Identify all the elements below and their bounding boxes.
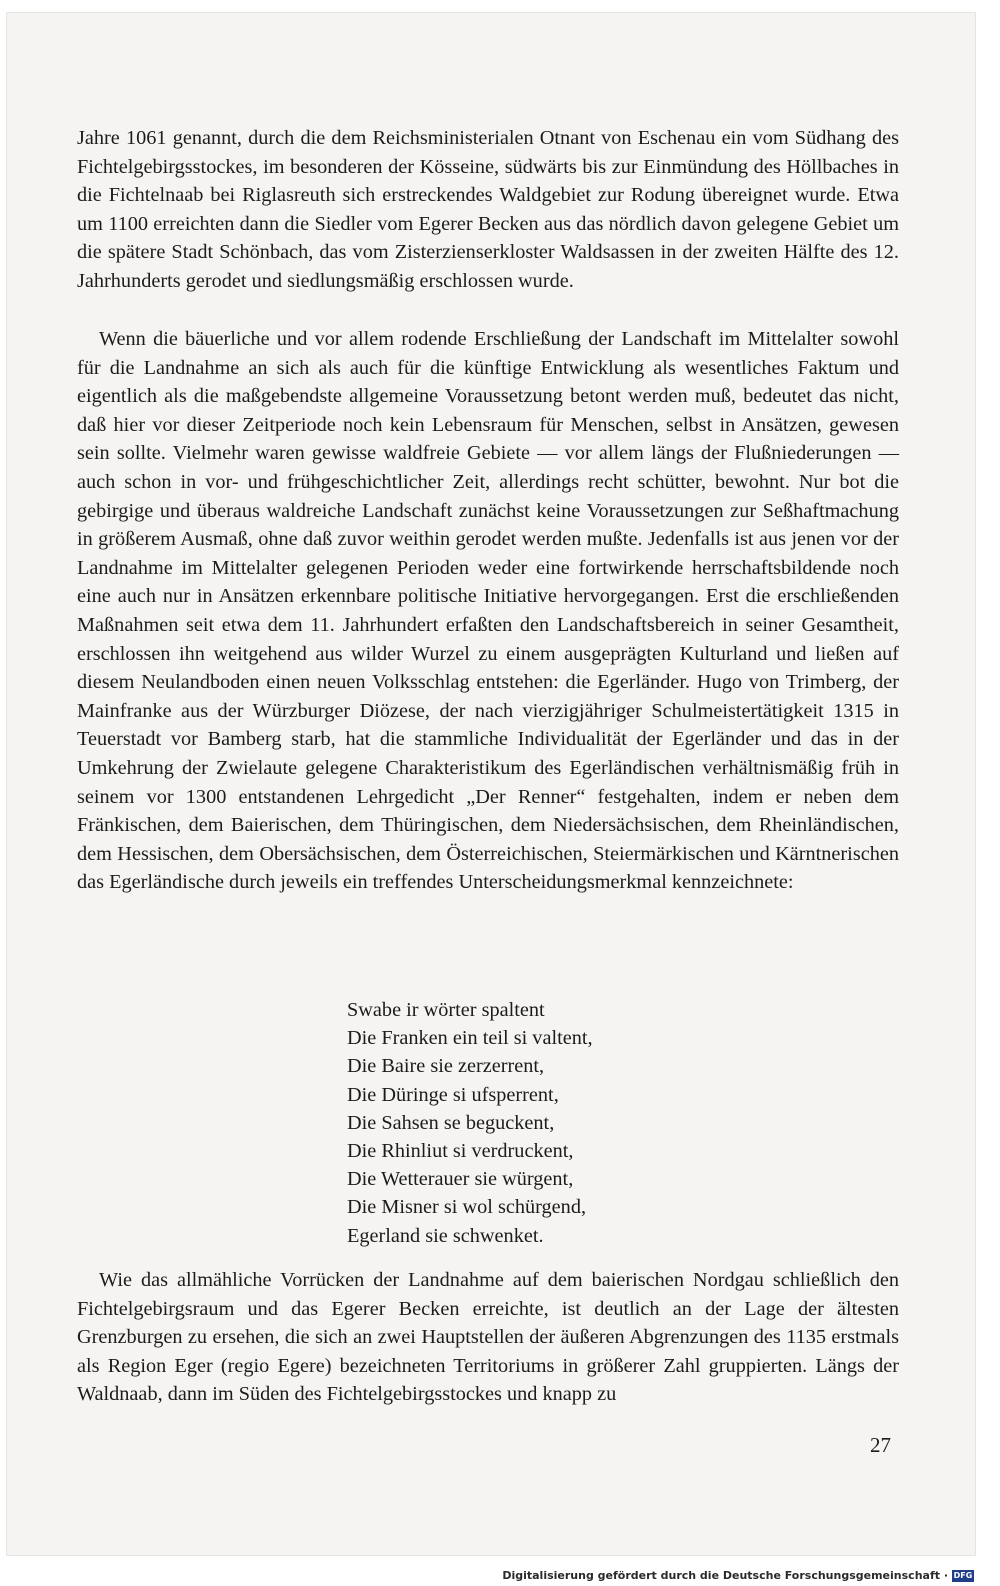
verse-line: Die Baire sie zerzerrent, xyxy=(347,1055,545,1078)
verse-line: Die Wetterauer sie würgent, xyxy=(347,1168,574,1191)
scanned-page xyxy=(6,12,976,1556)
verse-line: Swabe ir wörter spaltent xyxy=(347,999,545,1021)
verse-line: Die Misner si wol schürgend, xyxy=(347,1196,587,1219)
paragraph-1: Jahre 1061 genannt, durch die dem Reichsministerialen Otnant von Eschenau ein vom Südhang des Fichtelgebirgsstockes, im besonderen der Kösseine, südwärts bis zur Einmündung des Höllbaches in die Fichtelnaab bei Riglasreuth sich erstreckendes Waldgebiet zur Rodung übereignet wurde. Etwa um 1100 erreichten dann die Siedler vom Egerer Becken aus das nördlich davon gelegene Gebiet um die spätere Stadt Schönbach, das vom Zisterzienserkloster Waldsassen in der zweiten Hälfte des 12. Jahrhunderts gerodet und siedlungsmäßig erschlossen wurde. xyxy=(77,127,899,292)
verse-line: Egerland sie schwenket. xyxy=(347,1224,544,1247)
verse-line: Die Sahsen se beguckent, xyxy=(347,1111,555,1134)
dfg-logo: DFG xyxy=(953,1570,973,1580)
footer-text: Digitalisierung gefördert durch die Deutsche Forschungsgemeinschaft · xyxy=(502,1569,948,1582)
verse-line: Die Düringe si ufsperrent, xyxy=(347,1083,559,1106)
digitization-footer xyxy=(502,1569,974,1582)
page-number: 27 xyxy=(870,1433,891,1457)
verse-line: Die Franken ein teil si valtent, xyxy=(347,1027,593,1050)
verse-line: Die Rhinliut si verdruckent, xyxy=(347,1140,574,1163)
paragraph-3: Wie das allmähliche Vorrücken der Landnahme auf dem baierischen Nordgau schließlich den Fichtelgebirgsraum und das Egerer Becken erreichte, ist deutlich an der Lage der ältesten Grenzburgen zu ersehen, die sich an zwei Hauptstellen der äußeren Abgrenzungen des 1135 erstmals als Region Eger (regio Egere) bezeichneten Territoriums in größerer Zahl gruppierten. Längs der Waldnaab, dann im Süden des Fichtelgebirgsstockes und knapp zu xyxy=(77,1269,899,1406)
verse-block xyxy=(347,996,593,1250)
paragraph-2: Wenn die bäuerliche und vor allem rodende Erschließung der Landschaft im Mittelalter sowohl für die Landnahme an sich als auch für die künftige Entwicklung als wesentliches Faktum und eigentlich als die maßgebendste allgemeine Voraussetzung betont werden muß, bedeutet das nicht, daß hier vor dieser Zeitperiode noch kein Lebensraum für Menschen, selbst in Ansätzen, gewesen sein sollte. Vielmehr waren gewisse waldfreie Gebiete — vor allem längs der Flußniederungen — auch schon in vor- und frühgeschichtlicher Zeit, allerdings recht schütter, bewohnt. Nur bot die gebirgige und überaus waldreiche Landschaft zunächst keine Voraussetzungen zur Seßhaftmachung in größerem Ausmaß, ohne daß zuvor weithin gerodet werden mußte. Jedenfalls ist aus jenen vor der Landnahme im Mittelalter gelegenen Perioden weder eine fortwirkende herrschaftsbildende noch eine auch nur in Ansätzen erkennbare politische Initiative hervorgegangen. Erst die erschließenden Maßnahmen seit etwa dem 11. Jahrhundert erfaßten den Landschaftsbereich in seiner Gesamtheit, erschlossen ihn weitgehend aus wilder Wurzel zu einem ausgeprägten Kulturland und ließen auf diesem Neulandboden einen neuen Volksschlag entstehen: die Egerländer. Hugo von Trimberg, der Mainfranke aus der Würzburger Diözese, der nach vierzigjähriger Schulmeistertätigkeit 1315 in Teuerstadt vor Bamberg starb, hat die stammliche Individualität der Egerländer und das in der Umkehrung der Zwielaute gelegene Charakteristikum des Egerländischen verhältnismäßig früh in seinem vor 1300 entstandenen Lehrgedicht „Der Renner“ festgehalten, indem er neben dem Fränkischen, dem Baierischen, dem Thüringischen, dem Niedersächsischen, dem Rheinländischen, dem Hessischen, dem Obersächsischen, dem Österreichischen, Steiermärkischen und Kärntnerischen das Egerländische durch jeweils ein treffendes Unterscheidungsmerkmal kennzeichnete: xyxy=(77,328,899,894)
